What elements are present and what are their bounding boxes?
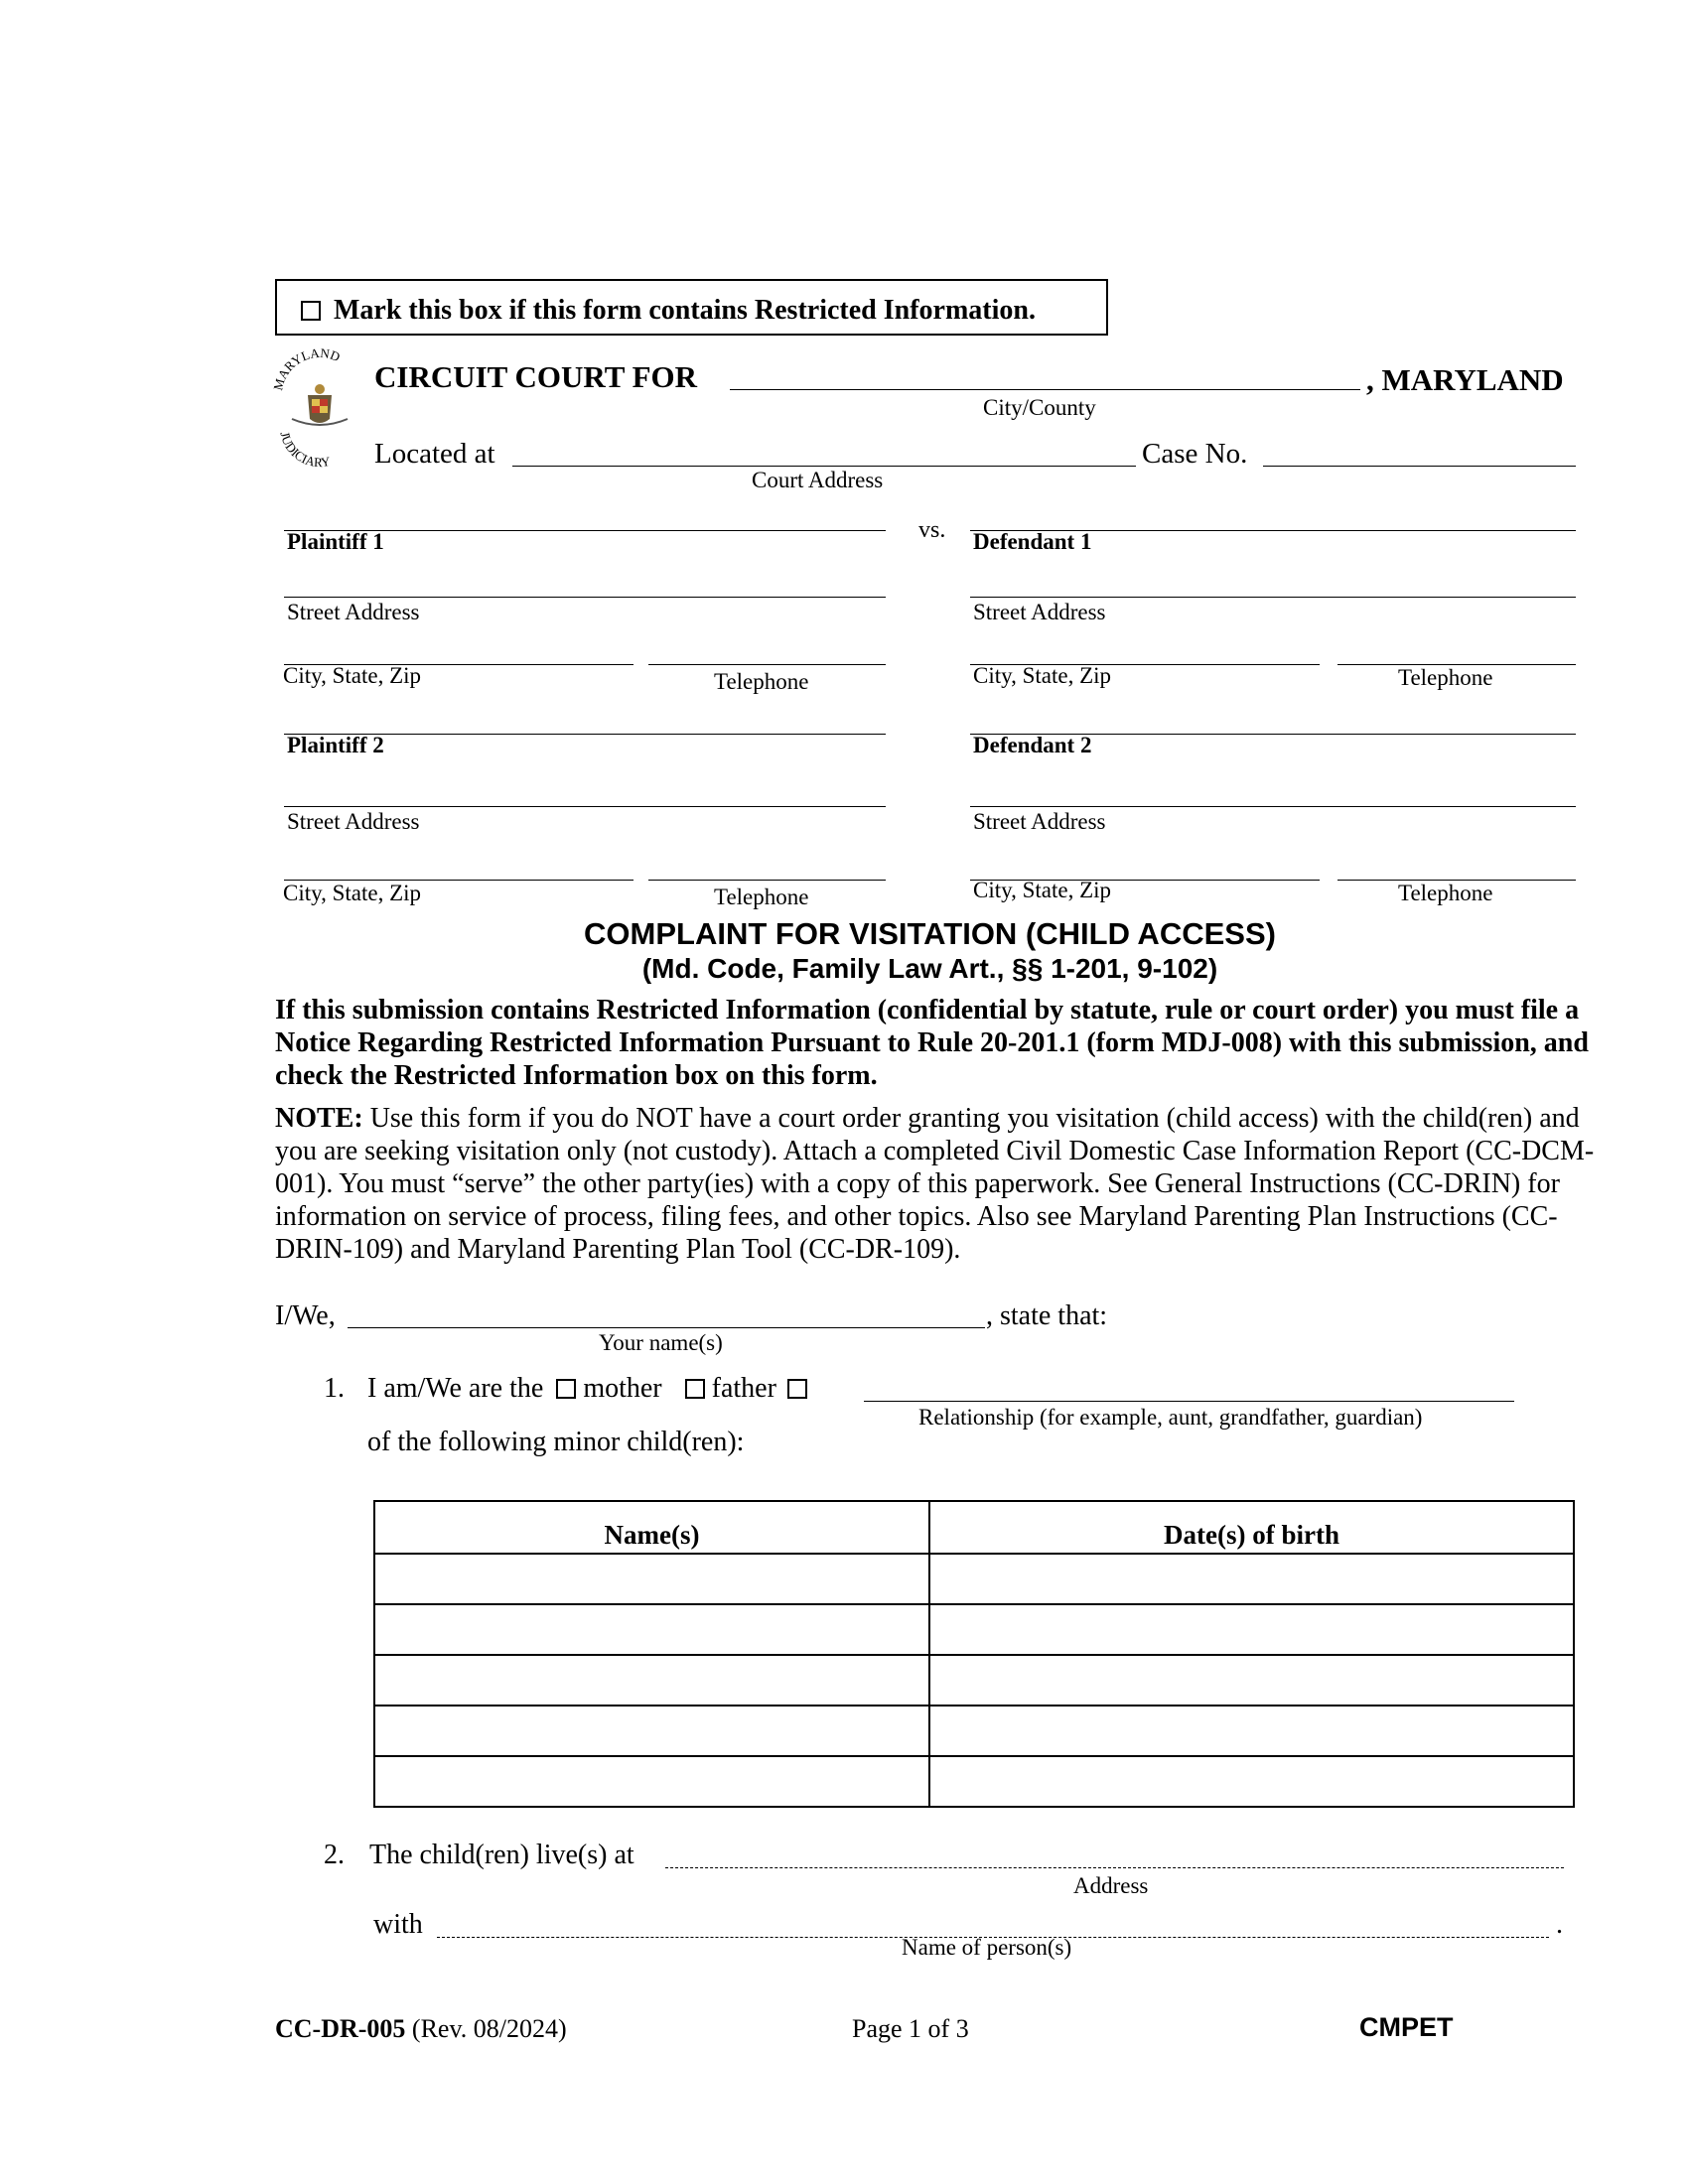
seal-bottom-text: JUDICIARY [277, 430, 332, 471]
restricted-info-label: Mark this box if this form contains Restricted Information. [334, 295, 1036, 326]
plaintiff2-street-label: Street Address [287, 809, 420, 834]
table-row [374, 1604, 1574, 1655]
defendant1-street-label: Street Address [973, 600, 1106, 624]
footer-form-id [275, 2014, 567, 2044]
defendant1-label: Defendant 1 [973, 529, 1092, 554]
court-address-label: Court Address [752, 468, 884, 492]
defendant2-street-field[interactable] [970, 806, 1576, 807]
child-name-cell[interactable] [374, 1706, 929, 1756]
dob-header: Date(s) of birth [929, 1501, 1574, 1554]
maryland-judiciary-seal [270, 347, 369, 472]
child-dob-cell[interactable] [929, 1706, 1574, 1756]
item2-with: with [373, 1909, 423, 1940]
footer-page: Page 1 of 3 [852, 2014, 969, 2043]
plaintiff2-label: Plaintiff 2 [287, 733, 384, 757]
child-dob-cell[interactable] [929, 1655, 1574, 1706]
defendant2-city-label: City, State, Zip [973, 878, 1112, 902]
child-address-field[interactable] [665, 1867, 1564, 1868]
child-address-label: Address [1073, 1873, 1149, 1898]
plaintiff1-phone-label: Telephone [714, 669, 809, 694]
table-row [374, 1655, 1574, 1706]
item1-text: I am/We are the [367, 1373, 544, 1404]
defendant2-street-label: Street Address [973, 809, 1106, 834]
defendant1-phone-label: Telephone [1398, 665, 1493, 690]
plaintiff1-label: Plaintiff 1 [287, 529, 384, 554]
item1-number: 1. [324, 1373, 345, 1404]
plaintiff2-phone-field[interactable] [648, 880, 886, 881]
table-row [374, 1554, 1574, 1604]
footer-code: CMPET [1359, 2012, 1454, 2042]
seal-top-text: MARYLAND [270, 347, 343, 392]
form-subtitle: (Md. Code, Family Law Art., §§ 1-201, 9-102) [641, 953, 1218, 984]
defendant2-label: Defendant 2 [973, 733, 1092, 757]
child-name-cell[interactable] [374, 1655, 929, 1706]
form-rev: (Rev. 08/2024) [405, 2014, 567, 2043]
plaintiff1-city-label: City, State, Zip [283, 663, 422, 688]
plaintiff1-phone-field[interactable] [648, 664, 886, 665]
located-at-label: Located at [374, 438, 495, 470]
form-title: COMPLAINT FOR VISITATION (CHILD ACCESS) [584, 916, 1276, 951]
children-table [373, 1500, 1575, 1808]
defendant2-phone-label: Telephone [1398, 881, 1493, 905]
your-names-field[interactable] [348, 1327, 985, 1328]
other-relationship-checkbox[interactable] [787, 1379, 807, 1399]
restricted-info-box [275, 279, 1108, 336]
father-label: father [711, 1373, 776, 1404]
svg-text:MARYLAND [270, 347, 342, 392]
restricted-notice: If this submission contains Restricted Information (confidential by statute, rule or court order) you must file a Notice Regarding Restricted Information Pursuant to Rule 20-201.1 (form MDJ-008) with this submission, and check the Restricted Information box on this form. [275, 995, 1589, 1091]
relationship-field[interactable] [864, 1401, 1514, 1402]
plaintiff1-street-label: Street Address [287, 600, 420, 624]
note-paragraph [275, 1102, 1596, 1266]
city-county-label: City/County [983, 395, 1096, 420]
mother-checkbox[interactable] [556, 1379, 576, 1399]
statement-suffix: , state that: [986, 1300, 1108, 1331]
child-name-cell[interactable] [374, 1554, 929, 1604]
defendant1-city-label: City, State, Zip [973, 663, 1112, 688]
child-dob-cell[interactable] [929, 1756, 1574, 1807]
table-row [374, 1756, 1574, 1807]
form-id: CC-DR-005 [275, 2014, 406, 2043]
your-names-label: Your name(s) [599, 1330, 723, 1355]
plaintiff1-street-field[interactable] [284, 597, 886, 598]
vs-label: vs. [918, 517, 946, 543]
plaintiff2-phone-label: Telephone [714, 885, 809, 909]
item1-line [367, 1373, 807, 1405]
mother-label: mother [583, 1373, 662, 1404]
item2-text: The child(ren) live(s) at [369, 1840, 634, 1870]
children-table-header [374, 1501, 1574, 1554]
child-name-cell[interactable] [374, 1604, 929, 1655]
with-persons-label: Name of person(s) [902, 1935, 1072, 1960]
relationship-label: Relationship (for example, aunt, grandfather, guardian) [918, 1405, 1423, 1430]
case-no-label: Case No. [1142, 438, 1248, 470]
svg-text:JUDICIARY [277, 430, 332, 470]
court-address-field[interactable] [512, 466, 1136, 467]
plaintiff2-street-field[interactable] [284, 806, 886, 807]
court-prefix: CIRCUIT COURT FOR [374, 359, 698, 394]
case-no-field[interactable] [1263, 466, 1576, 467]
plaintiff2-city-label: City, State, Zip [283, 881, 422, 905]
city-county-field[interactable] [730, 389, 1360, 390]
note-text: Use this form if you do NOT have a court order granting you visitation (child access) with the child(ren) and you are seeking visitation only (not custody). Attach a completed Civil Domestic Case Information Report (CC-DCM-001). You must “serve” the other party(ies) with a copy of this paperwork. See General Instructions (CC-DRIN) for information on service of process, filing fees, and other topics. Also see Maryland Parenting Plan Instructions (CC-DRIN-109) and Maryland Parenting Plan Tool (CC-DR-109). [275, 1103, 1595, 1265]
father-checkbox[interactable] [685, 1379, 705, 1399]
child-dob-cell[interactable] [929, 1604, 1574, 1655]
table-row [374, 1706, 1574, 1756]
item2-end: . [1556, 1909, 1563, 1940]
state-suffix: , MARYLAND [1366, 362, 1564, 397]
restricted-info-checkbox[interactable] [301, 301, 321, 321]
note-label: NOTE: [275, 1103, 363, 1134]
item2-number: 2. [324, 1840, 345, 1870]
defendant1-street-field[interactable] [970, 597, 1576, 598]
names-header: Name(s) [374, 1501, 929, 1554]
statement-prefix: I/We, [275, 1300, 336, 1331]
child-dob-cell[interactable] [929, 1554, 1574, 1604]
child-name-cell[interactable] [374, 1756, 929, 1807]
item1-continuation: of the following minor child(ren): [367, 1427, 745, 1457]
